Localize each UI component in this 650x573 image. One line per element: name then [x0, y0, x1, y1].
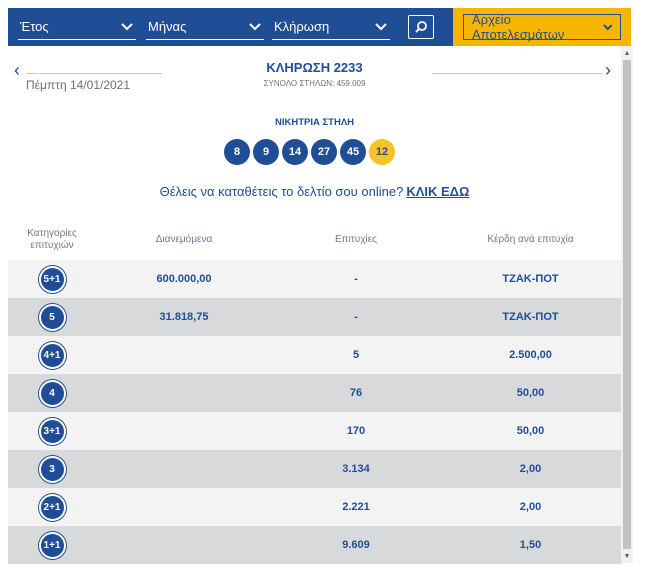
winners-cell: 170 [346, 425, 366, 437]
number-ball: 27 [311, 139, 337, 165]
prize-cell: 2.500,00 [509, 349, 552, 361]
category-badge: 3+1 [39, 418, 66, 445]
number-ball: 9 [253, 139, 279, 165]
table-row [8, 412, 621, 450]
results-table [8, 220, 621, 564]
draw-select[interactable] [272, 16, 390, 40]
draw-title: ΚΛΗΡΩΣΗ 2233 [266, 60, 363, 75]
header-category [8, 220, 96, 260]
distributed-cell [96, 374, 272, 412]
archive-dropdown[interactable] [463, 14, 621, 40]
previous-draw-icon[interactable]: ‹ [14, 60, 20, 80]
table-row [8, 260, 621, 298]
online-promo [8, 184, 621, 199]
chevron-down-icon [374, 20, 388, 34]
prize-cell: 1,50 [519, 539, 542, 551]
filter-bar [8, 8, 631, 46]
category-badge: 5+1 [39, 266, 66, 293]
header-winners: Επιτυχίες [335, 234, 377, 245]
month-select-label: Μήνας [148, 19, 187, 34]
header-category-line1: Κατηγορίες [27, 228, 77, 239]
winners-cell: 9.609 [342, 539, 370, 551]
distributed-cell [96, 526, 272, 564]
online-promo-link[interactable]: ΚΛΙΚ ΕΔΩ [406, 184, 470, 199]
distributed-cell: 31.818,75 [159, 311, 209, 323]
category-badge: 4 [39, 380, 66, 407]
scroll-up-icon[interactable]: ▲ [623, 49, 631, 57]
table-row [8, 488, 621, 526]
header-prize: Κέρδη ανά επιτυχία [487, 234, 574, 245]
search-icon [414, 20, 428, 34]
category-badge: 5 [39, 304, 66, 331]
number-ball: 14 [282, 139, 308, 165]
table-row [8, 298, 621, 336]
header-distributed: Διανεμόμενα [155, 234, 213, 245]
category-badge: 3 [39, 456, 66, 483]
chevron-down-icon [602, 21, 614, 33]
prize-cell: 2,00 [519, 463, 542, 475]
search-button[interactable] [408, 15, 434, 39]
table-row [8, 374, 621, 412]
distributed-cell [96, 412, 272, 450]
distributed-cell [96, 450, 272, 488]
winners-cell: 5 [352, 349, 360, 361]
table-row [8, 450, 621, 488]
winners-cell: 3.134 [342, 463, 370, 475]
table-row [8, 336, 621, 374]
divider [432, 73, 602, 74]
winning-column-label: ΝΙΚΗΤΡΙΑ ΣΤΗΛΗ [274, 117, 355, 128]
winning-numbers [224, 139, 398, 165]
winners-cell: 76 [349, 387, 363, 399]
draw-total-columns: ΣΥΝΟΛΟ ΣΤΗΛΩΝ: 459.009 [263, 79, 366, 88]
year-select[interactable] [18, 16, 136, 40]
chevron-down-icon [248, 20, 262, 34]
prize-cell: 2,00 [519, 501, 542, 513]
category-badge: 1+1 [39, 532, 66, 559]
category-badge: 2+1 [39, 494, 66, 521]
scroll-thumb[interactable] [623, 60, 631, 549]
distributed-cell [96, 336, 272, 374]
draw-date: Πέμπτη 14/01/2021 [26, 78, 131, 92]
prize-cell: ΤΖΑΚ-ΠΟΤ [502, 311, 559, 323]
prize-cell: 50,00 [516, 387, 545, 399]
number-ball: 8 [224, 139, 250, 165]
category-badge: 4+1 [39, 342, 66, 369]
table-header [8, 220, 621, 260]
draw-select-label: Κλήρωση [274, 19, 330, 34]
draw-header [8, 46, 621, 104]
prize-cell: 50,00 [516, 425, 545, 437]
prize-cell: ΤΖΑΚ-ΠΟΤ [502, 273, 559, 285]
filter-panel [8, 8, 453, 46]
distributed-cell: 600.000,00 [156, 273, 212, 285]
joker-ball: 12 [369, 139, 395, 165]
distributed-cell [96, 488, 272, 526]
next-draw-icon[interactable]: › [605, 60, 611, 80]
archive-panel [453, 8, 631, 46]
winners-cell: 2.221 [342, 501, 370, 513]
header-category-line2: επιτυχιών [30, 240, 74, 251]
year-select-label: Έτος [20, 19, 49, 34]
archive-label: Αρχείο Αποτελεσμάτων [472, 12, 565, 42]
winners-cell: - [354, 311, 358, 323]
month-select[interactable] [146, 16, 264, 40]
online-promo-text: Θέλεις να καταθέτεις το δελτίο σου online? [159, 184, 404, 199]
chevron-down-icon [120, 20, 134, 34]
scroll-down-icon[interactable]: ▼ [623, 552, 631, 560]
table-row [8, 526, 621, 564]
number-ball: 45 [340, 139, 366, 165]
scrollbar[interactable] [621, 46, 633, 563]
winners-cell: - [354, 273, 358, 285]
